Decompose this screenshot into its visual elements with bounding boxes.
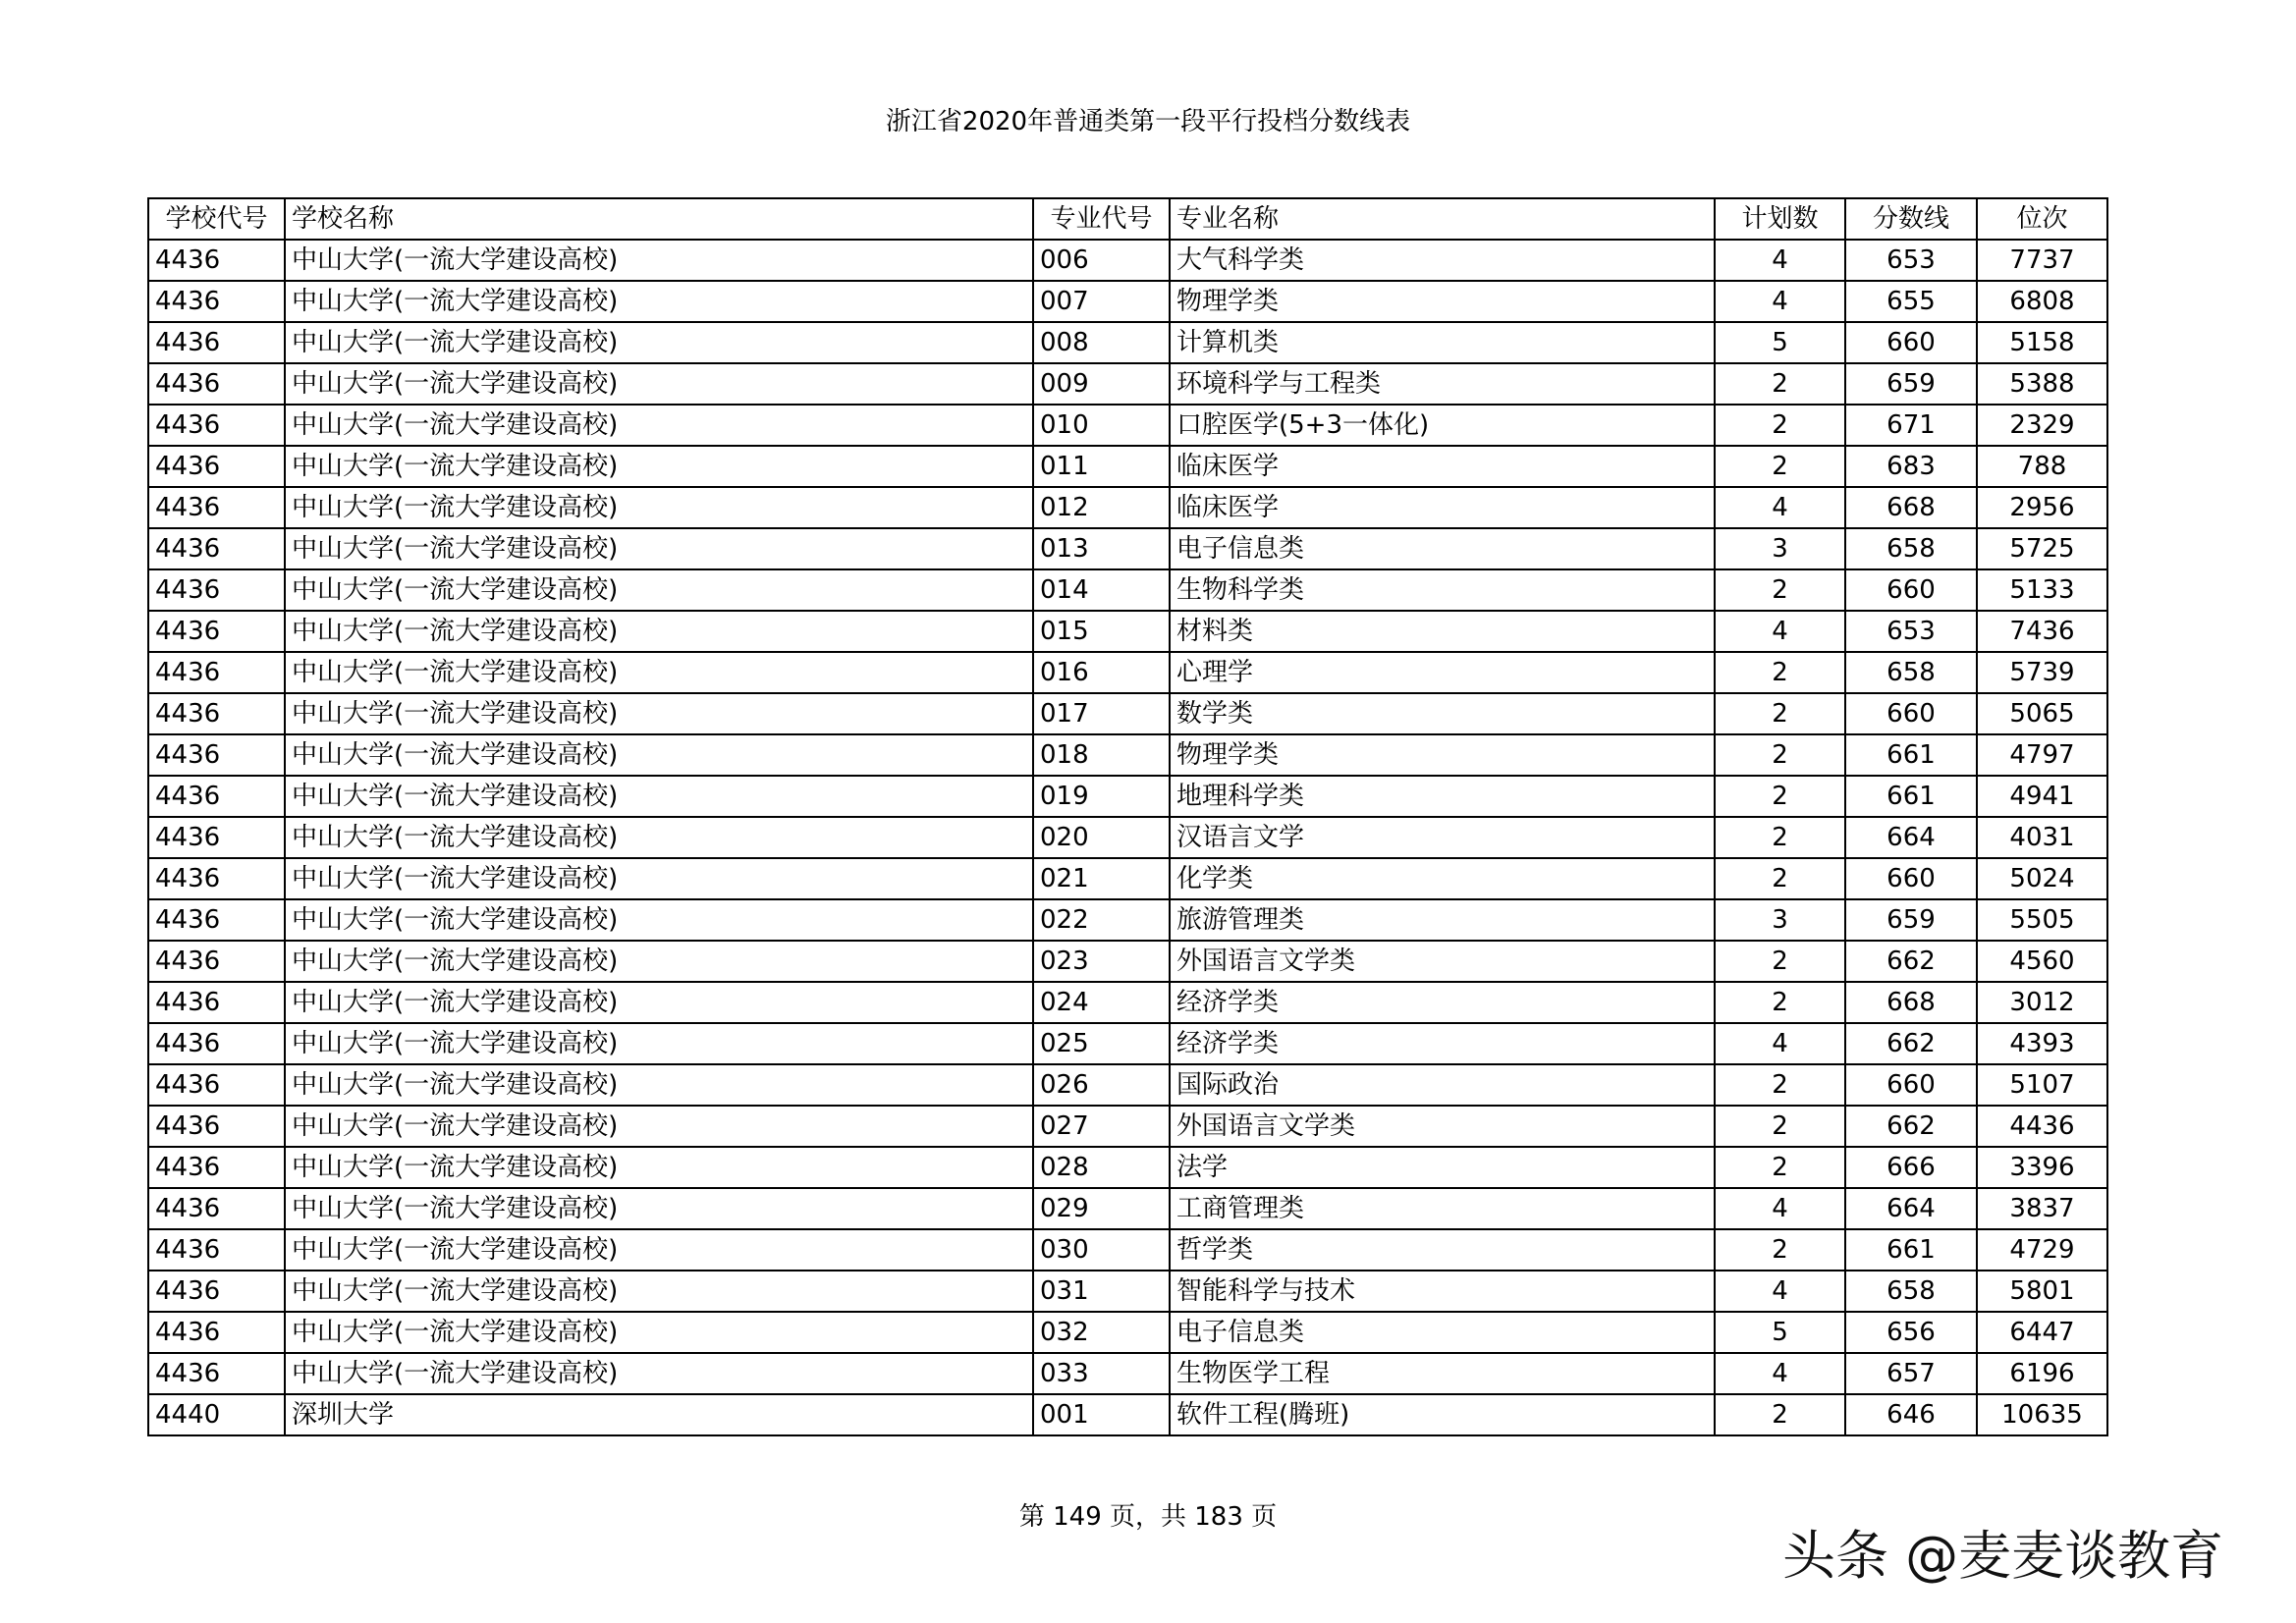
header-major-code: 专业代号 bbox=[1033, 198, 1170, 240]
cell-score: 661 bbox=[1845, 734, 1977, 776]
cell-major-code: 026 bbox=[1033, 1064, 1170, 1106]
cell-major-code: 009 bbox=[1033, 363, 1170, 405]
cell-plan: 2 bbox=[1715, 982, 1845, 1023]
cell-school-code: 4436 bbox=[148, 652, 285, 693]
table-row bbox=[148, 487, 2107, 528]
cell-major-name: 生物医学工程 bbox=[1170, 1353, 1715, 1394]
cell-major-code: 017 bbox=[1033, 693, 1170, 734]
cell-major-code: 025 bbox=[1033, 1023, 1170, 1064]
cell-major-code: 031 bbox=[1033, 1271, 1170, 1312]
cell-school-code: 4436 bbox=[148, 776, 285, 817]
cell-school-name: 中山大学(一流大学建设高校) bbox=[285, 611, 1033, 652]
header-school-code: 学校代号 bbox=[148, 198, 285, 240]
cell-rank: 5107 bbox=[1977, 1064, 2107, 1106]
cell-plan: 2 bbox=[1715, 734, 1845, 776]
cell-school-name: 中山大学(一流大学建设高校) bbox=[285, 982, 1033, 1023]
cell-school-code: 4436 bbox=[148, 982, 285, 1023]
table-row bbox=[148, 899, 2107, 941]
cell-score: 664 bbox=[1845, 817, 1977, 858]
cell-rank: 6447 bbox=[1977, 1312, 2107, 1353]
cell-school-name: 中山大学(一流大学建设高校) bbox=[285, 405, 1033, 446]
cell-plan: 4 bbox=[1715, 240, 1845, 281]
cell-major-name: 口腔医学(5+3一体化) bbox=[1170, 405, 1715, 446]
header-major-name: 专业名称 bbox=[1170, 198, 1715, 240]
cell-school-code: 4436 bbox=[148, 322, 285, 363]
table-row bbox=[148, 569, 2107, 611]
table-row bbox=[148, 652, 2107, 693]
cell-plan: 4 bbox=[1715, 281, 1845, 322]
cell-plan: 4 bbox=[1715, 1271, 1845, 1312]
cell-school-name: 中山大学(一流大学建设高校) bbox=[285, 1106, 1033, 1147]
cell-plan: 2 bbox=[1715, 1229, 1845, 1271]
cell-score: 653 bbox=[1845, 611, 1977, 652]
cell-score: 659 bbox=[1845, 363, 1977, 405]
table-row bbox=[148, 776, 2107, 817]
table-header-row bbox=[148, 198, 2107, 240]
cell-rank: 788 bbox=[1977, 446, 2107, 487]
cell-major-code: 019 bbox=[1033, 776, 1170, 817]
cell-school-name: 中山大学(一流大学建设高校) bbox=[285, 941, 1033, 982]
watermark: 头条 @麦麦谈教育 bbox=[1782, 1525, 2224, 1587]
cell-major-name: 大气科学类 bbox=[1170, 240, 1715, 281]
cell-school-name: 中山大学(一流大学建设高校) bbox=[285, 776, 1033, 817]
table-row bbox=[148, 1394, 2107, 1435]
cell-school-name: 中山大学(一流大学建设高校) bbox=[285, 281, 1033, 322]
cell-score: 664 bbox=[1845, 1188, 1977, 1229]
cell-rank: 5388 bbox=[1977, 363, 2107, 405]
table-row bbox=[148, 1106, 2107, 1147]
cell-major-name: 临床医学 bbox=[1170, 487, 1715, 528]
header-school-name: 学校名称 bbox=[285, 198, 1033, 240]
cell-major-name: 材料类 bbox=[1170, 611, 1715, 652]
cell-score: 666 bbox=[1845, 1147, 1977, 1188]
table-row bbox=[148, 1023, 2107, 1064]
cell-major-name: 工商管理类 bbox=[1170, 1188, 1715, 1229]
cell-school-code: 4436 bbox=[148, 1353, 285, 1394]
cell-rank: 6808 bbox=[1977, 281, 2107, 322]
table-row bbox=[148, 1353, 2107, 1394]
cell-score: 661 bbox=[1845, 1229, 1977, 1271]
cell-school-code: 4436 bbox=[148, 1023, 285, 1064]
cell-school-name: 中山大学(一流大学建设高校) bbox=[285, 446, 1033, 487]
cell-major-name: 经济学类 bbox=[1170, 1023, 1715, 1064]
cell-score: 661 bbox=[1845, 776, 1977, 817]
cell-plan: 4 bbox=[1715, 611, 1845, 652]
cell-major-code: 007 bbox=[1033, 281, 1170, 322]
table-row bbox=[148, 941, 2107, 982]
cell-rank: 5801 bbox=[1977, 1271, 2107, 1312]
cell-school-code: 4436 bbox=[148, 405, 285, 446]
cell-plan: 2 bbox=[1715, 1106, 1845, 1147]
cell-major-code: 014 bbox=[1033, 569, 1170, 611]
cell-major-name: 临床医学 bbox=[1170, 446, 1715, 487]
cell-score: 658 bbox=[1845, 528, 1977, 569]
cell-rank: 5739 bbox=[1977, 652, 2107, 693]
cell-score: 655 bbox=[1845, 281, 1977, 322]
cell-plan: 2 bbox=[1715, 1394, 1845, 1435]
cell-rank: 10635 bbox=[1977, 1394, 2107, 1435]
cell-major-code: 010 bbox=[1033, 405, 1170, 446]
cell-school-code: 4436 bbox=[148, 1188, 285, 1229]
cell-major-code: 033 bbox=[1033, 1353, 1170, 1394]
cell-plan: 4 bbox=[1715, 487, 1845, 528]
cell-school-name: 中山大学(一流大学建设高校) bbox=[285, 899, 1033, 941]
cell-school-name: 中山大学(一流大学建设高校) bbox=[285, 1023, 1033, 1064]
cell-school-name: 中山大学(一流大学建设高校) bbox=[285, 1064, 1033, 1106]
cell-score: 653 bbox=[1845, 240, 1977, 281]
cell-school-code: 4436 bbox=[148, 1271, 285, 1312]
cell-major-name: 环境科学与工程类 bbox=[1170, 363, 1715, 405]
cell-score: 668 bbox=[1845, 982, 1977, 1023]
header-rank: 位次 bbox=[1977, 198, 2107, 240]
cell-school-name: 深圳大学 bbox=[285, 1394, 1033, 1435]
cell-major-name: 生物科学类 bbox=[1170, 569, 1715, 611]
cell-plan: 2 bbox=[1715, 858, 1845, 899]
cell-school-name: 中山大学(一流大学建设高校) bbox=[285, 1271, 1033, 1312]
cell-score: 668 bbox=[1845, 487, 1977, 528]
cell-plan: 4 bbox=[1715, 1023, 1845, 1064]
cell-major-name: 智能科学与技术 bbox=[1170, 1271, 1715, 1312]
table-row bbox=[148, 982, 2107, 1023]
cell-rank: 5065 bbox=[1977, 693, 2107, 734]
cell-plan: 2 bbox=[1715, 776, 1845, 817]
cell-major-code: 006 bbox=[1033, 240, 1170, 281]
cell-school-code: 4436 bbox=[148, 528, 285, 569]
cell-major-code: 018 bbox=[1033, 734, 1170, 776]
cell-school-code: 4436 bbox=[148, 487, 285, 528]
cell-major-code: 029 bbox=[1033, 1188, 1170, 1229]
cell-score: 660 bbox=[1845, 1064, 1977, 1106]
cell-plan: 2 bbox=[1715, 1147, 1845, 1188]
cell-plan: 2 bbox=[1715, 363, 1845, 405]
cell-school-code: 4436 bbox=[148, 1312, 285, 1353]
cell-major-code: 013 bbox=[1033, 528, 1170, 569]
cell-score: 646 bbox=[1845, 1394, 1977, 1435]
cell-rank: 4560 bbox=[1977, 941, 2107, 982]
table-row bbox=[148, 693, 2107, 734]
cell-score: 683 bbox=[1845, 446, 1977, 487]
cell-school-name: 中山大学(一流大学建设高校) bbox=[285, 363, 1033, 405]
cell-major-code: 011 bbox=[1033, 446, 1170, 487]
cell-major-code: 020 bbox=[1033, 817, 1170, 858]
cell-plan: 2 bbox=[1715, 817, 1845, 858]
cell-rank: 4436 bbox=[1977, 1106, 2107, 1147]
cell-school-name: 中山大学(一流大学建设高校) bbox=[285, 528, 1033, 569]
cell-school-name: 中山大学(一流大学建设高校) bbox=[285, 322, 1033, 363]
cell-school-code: 4436 bbox=[148, 611, 285, 652]
cell-rank: 7436 bbox=[1977, 611, 2107, 652]
cell-major-code: 024 bbox=[1033, 982, 1170, 1023]
cell-major-name: 数学类 bbox=[1170, 693, 1715, 734]
cell-major-code: 023 bbox=[1033, 941, 1170, 982]
cell-plan: 2 bbox=[1715, 405, 1845, 446]
cell-major-name: 经济学类 bbox=[1170, 982, 1715, 1023]
cell-school-name: 中山大学(一流大学建设高校) bbox=[285, 1312, 1033, 1353]
table-row bbox=[148, 240, 2107, 281]
cell-major-name: 心理学 bbox=[1170, 652, 1715, 693]
cell-school-code: 4436 bbox=[148, 281, 285, 322]
cell-score: 657 bbox=[1845, 1353, 1977, 1394]
cell-school-code: 4436 bbox=[148, 734, 285, 776]
cell-school-name: 中山大学(一流大学建设高校) bbox=[285, 1147, 1033, 1188]
cell-school-name: 中山大学(一流大学建设高校) bbox=[285, 487, 1033, 528]
cell-plan: 4 bbox=[1715, 1188, 1845, 1229]
cell-plan: 2 bbox=[1715, 652, 1845, 693]
cell-school-name: 中山大学(一流大学建设高校) bbox=[285, 1188, 1033, 1229]
cell-major-code: 027 bbox=[1033, 1106, 1170, 1147]
cell-rank: 4797 bbox=[1977, 734, 2107, 776]
cell-major-name: 物理学类 bbox=[1170, 281, 1715, 322]
cell-school-name: 中山大学(一流大学建设高校) bbox=[285, 693, 1033, 734]
cell-school-name: 中山大学(一流大学建设高校) bbox=[285, 817, 1033, 858]
table-row bbox=[148, 281, 2107, 322]
cell-score: 662 bbox=[1845, 1023, 1977, 1064]
score-table bbox=[147, 197, 2108, 1436]
cell-major-name: 旅游管理类 bbox=[1170, 899, 1715, 941]
cell-plan: 3 bbox=[1715, 528, 1845, 569]
cell-school-code: 4436 bbox=[148, 363, 285, 405]
cell-score: 660 bbox=[1845, 693, 1977, 734]
cell-school-name: 中山大学(一流大学建设高校) bbox=[285, 240, 1033, 281]
cell-major-name: 物理学类 bbox=[1170, 734, 1715, 776]
cell-major-name: 软件工程(腾班) bbox=[1170, 1394, 1715, 1435]
cell-major-name: 外国语言文学类 bbox=[1170, 1106, 1715, 1147]
page-title: 浙江省2020年普通类第一段平行投档分数线表 bbox=[885, 107, 1411, 136]
cell-school-code: 4436 bbox=[148, 817, 285, 858]
cell-rank: 4729 bbox=[1977, 1229, 2107, 1271]
cell-score: 656 bbox=[1845, 1312, 1977, 1353]
cell-school-code: 4440 bbox=[148, 1394, 285, 1435]
cell-major-code: 022 bbox=[1033, 899, 1170, 941]
cell-major-code: 016 bbox=[1033, 652, 1170, 693]
cell-major-name: 地理科学类 bbox=[1170, 776, 1715, 817]
cell-major-name: 电子信息类 bbox=[1170, 528, 1715, 569]
cell-major-code: 030 bbox=[1033, 1229, 1170, 1271]
cell-school-name: 中山大学(一流大学建设高校) bbox=[285, 1229, 1033, 1271]
cell-school-code: 4436 bbox=[148, 899, 285, 941]
cell-plan: 2 bbox=[1715, 569, 1845, 611]
cell-major-name: 国际政治 bbox=[1170, 1064, 1715, 1106]
cell-score: 658 bbox=[1845, 1271, 1977, 1312]
cell-rank: 5725 bbox=[1977, 528, 2107, 569]
cell-plan: 2 bbox=[1715, 693, 1845, 734]
cell-school-name: 中山大学(一流大学建设高校) bbox=[285, 858, 1033, 899]
cell-rank: 6196 bbox=[1977, 1353, 2107, 1394]
table-row bbox=[148, 405, 2107, 446]
cell-plan: 5 bbox=[1715, 1312, 1845, 1353]
cell-school-code: 4436 bbox=[148, 1147, 285, 1188]
cell-school-code: 4436 bbox=[148, 569, 285, 611]
table-body bbox=[148, 198, 2107, 1435]
cell-rank: 5158 bbox=[1977, 322, 2107, 363]
cell-major-name: 汉语言文学 bbox=[1170, 817, 1715, 858]
cell-rank: 3396 bbox=[1977, 1147, 2107, 1188]
cell-major-name: 外国语言文学类 bbox=[1170, 941, 1715, 982]
cell-major-name: 法学 bbox=[1170, 1147, 1715, 1188]
cell-school-name: 中山大学(一流大学建设高校) bbox=[285, 1353, 1033, 1394]
cell-rank: 5024 bbox=[1977, 858, 2107, 899]
header-plan: 计划数 bbox=[1715, 198, 1845, 240]
table-row bbox=[148, 1229, 2107, 1271]
cell-score: 662 bbox=[1845, 1106, 1977, 1147]
table-row bbox=[148, 817, 2107, 858]
table-row bbox=[148, 1064, 2107, 1106]
cell-rank: 3012 bbox=[1977, 982, 2107, 1023]
cell-major-name: 电子信息类 bbox=[1170, 1312, 1715, 1353]
cell-plan: 4 bbox=[1715, 1353, 1845, 1394]
cell-score: 660 bbox=[1845, 322, 1977, 363]
page-footer: 第 149 页，共 183 页 bbox=[1018, 1502, 1278, 1532]
table-row bbox=[148, 734, 2107, 776]
cell-school-code: 4436 bbox=[148, 941, 285, 982]
cell-rank: 2956 bbox=[1977, 487, 2107, 528]
cell-school-code: 4436 bbox=[148, 858, 285, 899]
cell-plan: 2 bbox=[1715, 1064, 1845, 1106]
cell-score: 659 bbox=[1845, 899, 1977, 941]
cell-school-name: 中山大学(一流大学建设高校) bbox=[285, 652, 1033, 693]
cell-school-code: 4436 bbox=[148, 240, 285, 281]
cell-rank: 5133 bbox=[1977, 569, 2107, 611]
cell-school-code: 4436 bbox=[148, 1064, 285, 1106]
cell-major-code: 015 bbox=[1033, 611, 1170, 652]
cell-plan: 5 bbox=[1715, 322, 1845, 363]
cell-rank: 7737 bbox=[1977, 240, 2107, 281]
cell-school-code: 4436 bbox=[148, 446, 285, 487]
table-row bbox=[148, 1312, 2107, 1353]
table-row bbox=[148, 363, 2107, 405]
cell-score: 671 bbox=[1845, 405, 1977, 446]
cell-school-code: 4436 bbox=[148, 1229, 285, 1271]
cell-major-name: 化学类 bbox=[1170, 858, 1715, 899]
table-row bbox=[148, 1188, 2107, 1229]
table-row bbox=[148, 1271, 2107, 1312]
cell-major-code: 001 bbox=[1033, 1394, 1170, 1435]
cell-rank: 4393 bbox=[1977, 1023, 2107, 1064]
cell-rank: 5505 bbox=[1977, 899, 2107, 941]
cell-score: 658 bbox=[1845, 652, 1977, 693]
cell-rank: 4941 bbox=[1977, 776, 2107, 817]
table-row bbox=[148, 611, 2107, 652]
cell-school-name: 中山大学(一流大学建设高校) bbox=[285, 734, 1033, 776]
cell-rank: 3837 bbox=[1977, 1188, 2107, 1229]
cell-score: 660 bbox=[1845, 858, 1977, 899]
table-row bbox=[148, 322, 2107, 363]
table-row bbox=[148, 446, 2107, 487]
table-row bbox=[148, 858, 2107, 899]
cell-major-name: 计算机类 bbox=[1170, 322, 1715, 363]
table-row bbox=[148, 528, 2107, 569]
cell-major-code: 021 bbox=[1033, 858, 1170, 899]
cell-school-code: 4436 bbox=[148, 1106, 285, 1147]
cell-plan: 2 bbox=[1715, 941, 1845, 982]
cell-major-code: 028 bbox=[1033, 1147, 1170, 1188]
cell-score: 662 bbox=[1845, 941, 1977, 982]
cell-school-code: 4436 bbox=[148, 693, 285, 734]
cell-plan: 2 bbox=[1715, 446, 1845, 487]
cell-major-code: 032 bbox=[1033, 1312, 1170, 1353]
header-score: 分数线 bbox=[1845, 198, 1977, 240]
cell-score: 660 bbox=[1845, 569, 1977, 611]
cell-major-name: 哲学类 bbox=[1170, 1229, 1715, 1271]
cell-school-name: 中山大学(一流大学建设高校) bbox=[285, 569, 1033, 611]
table-row bbox=[148, 1147, 2107, 1188]
cell-rank: 4031 bbox=[1977, 817, 2107, 858]
cell-rank: 2329 bbox=[1977, 405, 2107, 446]
cell-plan: 3 bbox=[1715, 899, 1845, 941]
cell-major-code: 008 bbox=[1033, 322, 1170, 363]
cell-major-code: 012 bbox=[1033, 487, 1170, 528]
